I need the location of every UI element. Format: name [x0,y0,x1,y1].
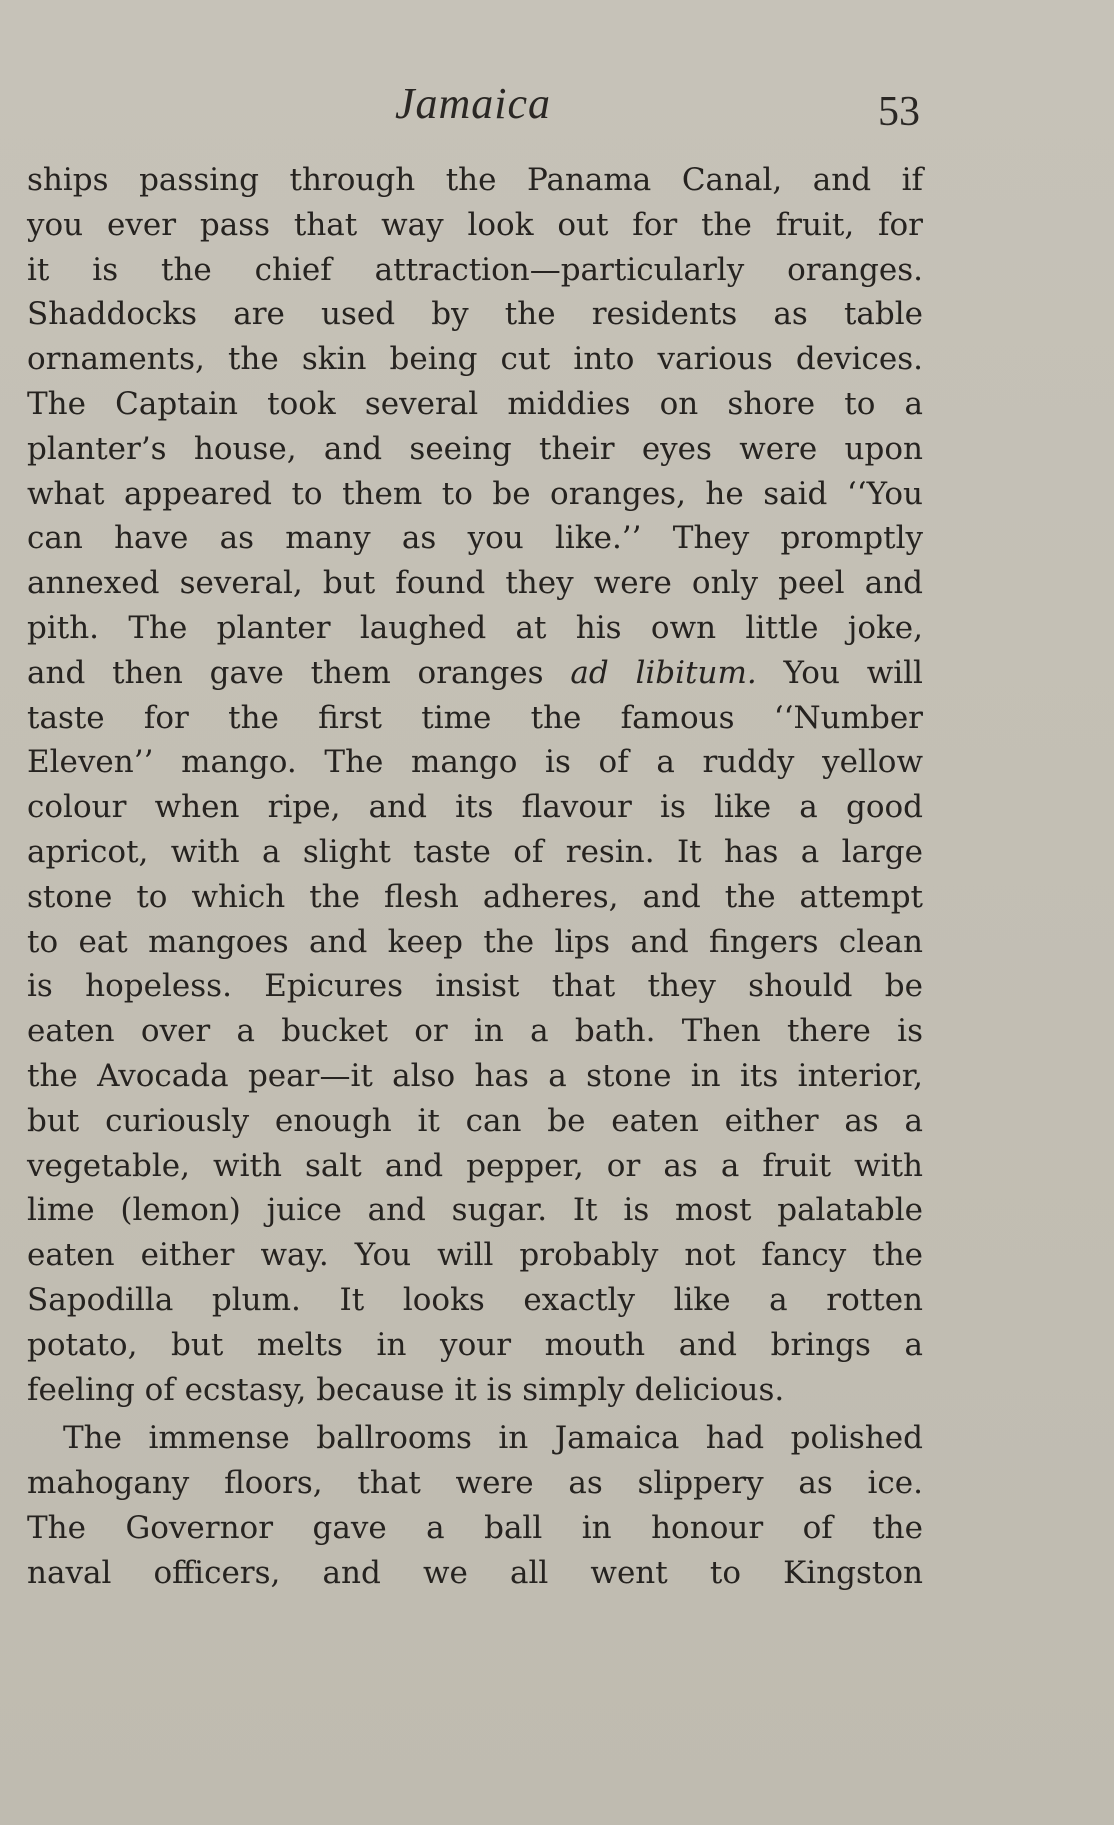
text-line: you ever pass that way look out for the fruit, for [27,206,923,243]
paragraph-2 [27,1416,923,1595]
text-line: The immense ballrooms in Jamaica had polished [63,1420,923,1457]
text-line: the Avocada pear—it also has a stone in its interior, [27,1057,923,1094]
body-text [27,158,923,1596]
text-line: apricot, with a slight taste of resin. It has a large [27,833,923,870]
text-line: planter’s house, and seeing their eyes were upon [27,430,923,467]
paragraph-1 [27,158,923,1412]
text-line-with-italic [27,651,923,696]
text-line: to eat mangoes and keep the lips and fingers clean [27,923,923,960]
text-line: taste for the first time the famous ‘‘Number [27,699,923,736]
text-line: Shaddocks are used by the residents as table [27,296,923,333]
text-line: naval officers, and we all went to Kingston [27,1554,923,1591]
text-segment: and then gave them oranges [27,654,571,691]
text-line: potato, but melts in your mouth and brings a [27,1326,923,1363]
text-line: annexed several, but found they were only peel and [27,565,923,602]
text-line: feeling of ecstasy, because it is simply delicious. [27,1371,785,1408]
text-line: can have as many as you like.’’ They promptly [27,520,923,557]
text-line: eaten either way. You will probably not fancy the [27,1237,923,1274]
text-line: mahogany floors, that were as slippery as ice. [27,1465,923,1502]
text-line: The Captain took several middies on shore to a [27,385,923,422]
text-line: The Governor gave a ball in honour of the [27,1509,923,1546]
text-line: is hopeless. Epicures insist that they should be [27,968,923,1005]
page-number: 53 [878,89,920,135]
text-segment: You will [756,654,923,691]
running-head-title: Jamaica [395,79,552,128]
italic-phrase: ad libitum. [570,654,757,691]
text-line: ships passing through the Panama Canal, and if [27,162,923,198]
text-line: ornaments, the skin being cut into various devices. [27,341,923,378]
text-line: Eleven’’ mango. The mango is of a ruddy yellow [27,744,923,781]
text-line: lime (lemon) juice and sugar. It is most palatable [27,1192,923,1229]
text-line: colour when ripe, and its flavour is like a good [27,789,923,826]
text-line: Sapodilla plum. It looks exactly like a rotten [27,1281,923,1318]
text-line: but curiously enough it can be eaten either as a [27,1102,923,1139]
text-line: it is the chief attraction—particularly oranges. [27,251,923,288]
text-line: what appeared to them to be oranges, he said ‘‘You [27,475,923,512]
text-line: vegetable, with salt and pepper, or as a fruit with [27,1147,923,1184]
text-line: stone to which the flesh adheres, and the attempt [27,878,923,915]
text-line: pith. The planter laughed at his own little joke, [27,609,923,646]
text-line: eaten over a bucket or in a bath. Then there is [27,1013,923,1050]
